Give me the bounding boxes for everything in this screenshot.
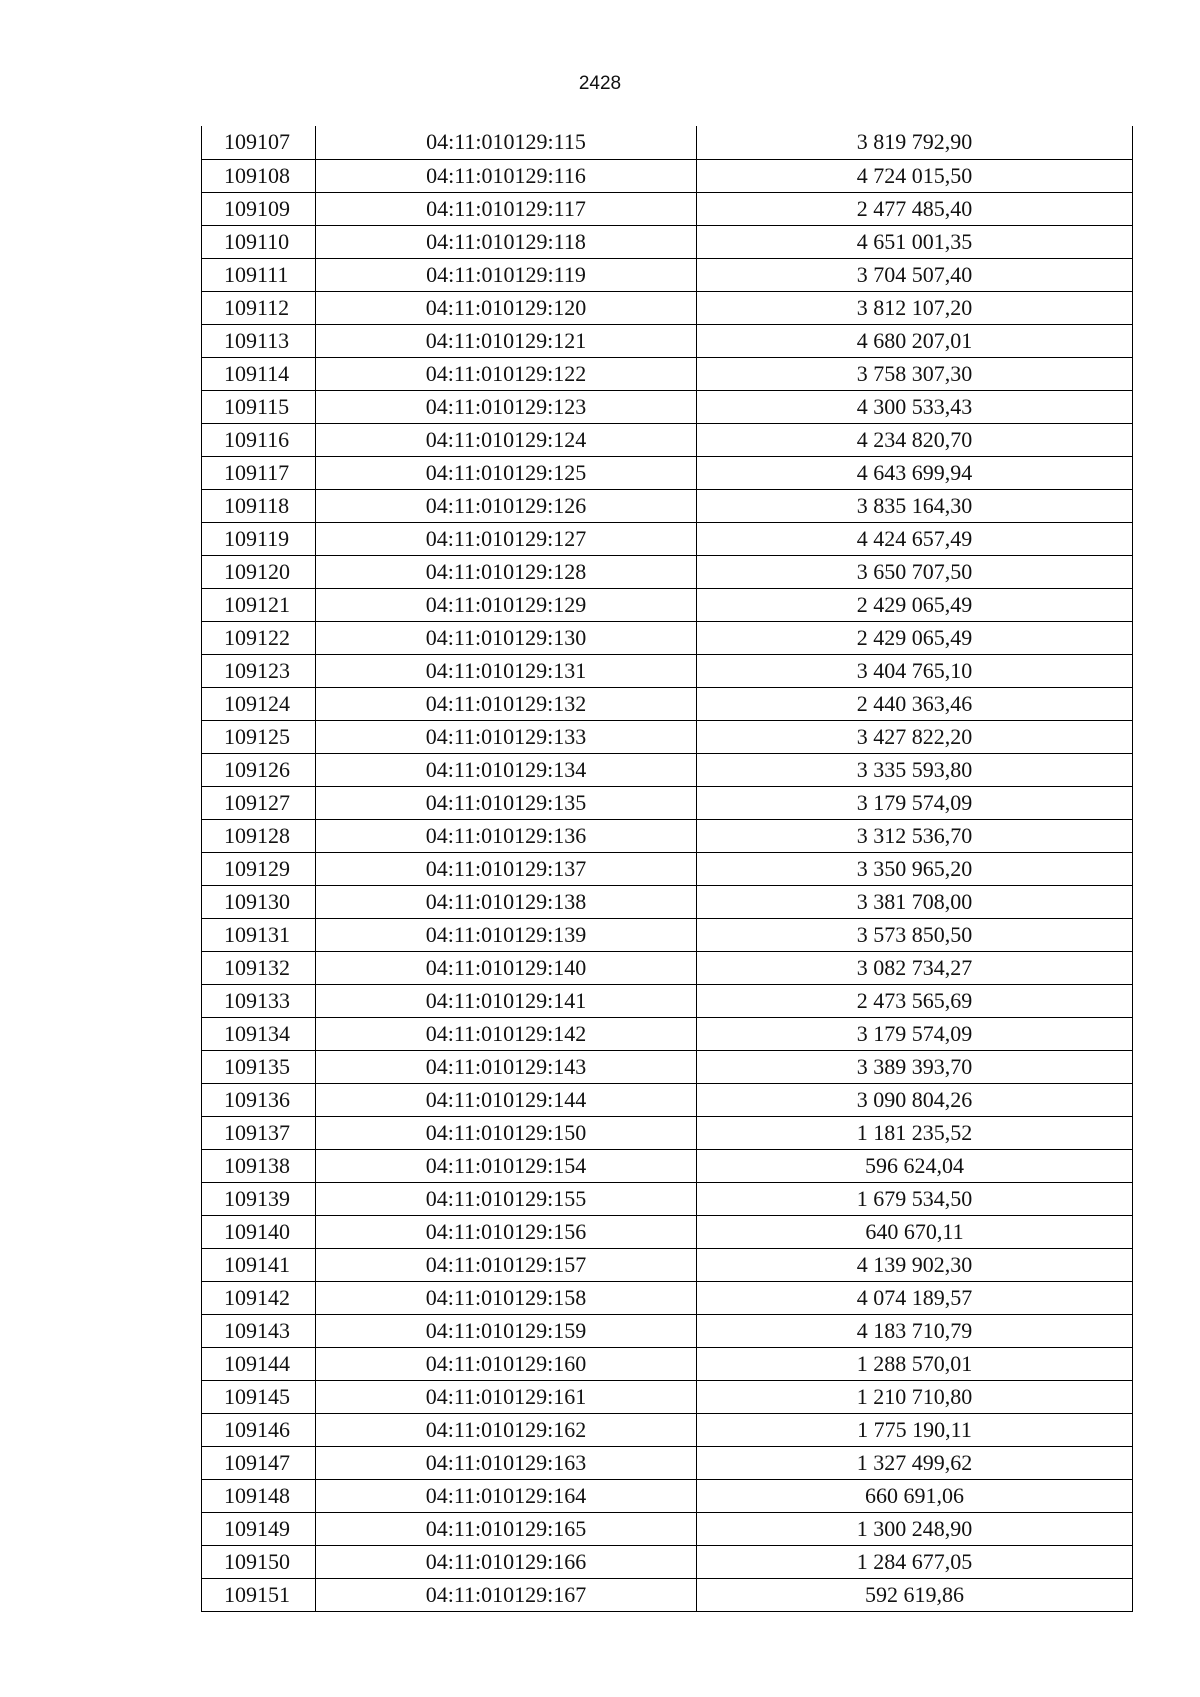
table-row bbox=[202, 951, 1133, 984]
table-row bbox=[202, 324, 1133, 357]
cadastral-number-cell: 04:11:010129:157 bbox=[316, 1248, 697, 1281]
table-row bbox=[202, 1281, 1133, 1314]
table-row bbox=[202, 423, 1133, 456]
table-row bbox=[202, 1116, 1133, 1149]
cadastral-number-cell: 04:11:010129:118 bbox=[316, 225, 697, 258]
cadastral-number-cell: 04:11:010129:133 bbox=[316, 720, 697, 753]
cadastral-number-cell: 04:11:010129:154 bbox=[316, 1149, 697, 1182]
row-number-cell: 109141 bbox=[202, 1248, 316, 1281]
cadastral-number-cell: 04:11:010129:158 bbox=[316, 1281, 697, 1314]
table-row bbox=[202, 753, 1133, 786]
cadastral-value-cell: 3 335 593,80 bbox=[697, 753, 1133, 786]
cadastral-number-cell: 04:11:010129:138 bbox=[316, 885, 697, 918]
cadastral-value-cell: 1 300 248,90 bbox=[697, 1512, 1133, 1545]
cadastral-value-cell: 3 704 507,40 bbox=[697, 258, 1133, 291]
table-row bbox=[202, 258, 1133, 291]
row-number-cell: 109112 bbox=[202, 291, 316, 324]
cadastral-number-cell: 04:11:010129:166 bbox=[316, 1545, 697, 1578]
cadastral-number-cell: 04:11:010129:140 bbox=[316, 951, 697, 984]
cadastral-number-cell: 04:11:010129:141 bbox=[316, 984, 697, 1017]
cadastral-number-cell: 04:11:010129:116 bbox=[316, 159, 697, 192]
table-row bbox=[202, 1413, 1133, 1446]
table-row bbox=[202, 1149, 1133, 1182]
cadastral-value-cell: 3 650 707,50 bbox=[697, 555, 1133, 588]
row-number-cell: 109122 bbox=[202, 621, 316, 654]
cadastral-value-cell: 3 179 574,09 bbox=[697, 786, 1133, 819]
row-number-cell: 109135 bbox=[202, 1050, 316, 1083]
row-number-cell: 109134 bbox=[202, 1017, 316, 1050]
row-number-cell: 109129 bbox=[202, 852, 316, 885]
cadastral-value-cell: 3 427 822,20 bbox=[697, 720, 1133, 753]
cadastral-number-cell: 04:11:010129:131 bbox=[316, 654, 697, 687]
table-body bbox=[202, 126, 1133, 1611]
cadastral-value-cell: 2 429 065,49 bbox=[697, 621, 1133, 654]
table-row bbox=[202, 1512, 1133, 1545]
table-row bbox=[202, 852, 1133, 885]
row-number-cell: 109139 bbox=[202, 1182, 316, 1215]
row-number-cell: 109111 bbox=[202, 258, 316, 291]
cadastral-value-cell: 4 139 902,30 bbox=[697, 1248, 1133, 1281]
row-number-cell: 109148 bbox=[202, 1479, 316, 1512]
cadastral-number-cell: 04:11:010129:122 bbox=[316, 357, 697, 390]
cadastral-value-cell: 660 691,06 bbox=[697, 1479, 1133, 1512]
cadastral-value-cell: 1 679 534,50 bbox=[697, 1182, 1133, 1215]
row-number-cell: 109133 bbox=[202, 984, 316, 1017]
row-number-cell: 109145 bbox=[202, 1380, 316, 1413]
table-row bbox=[202, 192, 1133, 225]
row-number-cell: 109125 bbox=[202, 720, 316, 753]
cadastral-number-cell: 04:11:010129:120 bbox=[316, 291, 697, 324]
table-row bbox=[202, 885, 1133, 918]
table-row bbox=[202, 225, 1133, 258]
cadastral-number-cell: 04:11:010129:161 bbox=[316, 1380, 697, 1413]
cadastral-value-cell: 3 389 393,70 bbox=[697, 1050, 1133, 1083]
cadastral-number-cell: 04:11:010129:126 bbox=[316, 489, 697, 522]
table-row bbox=[202, 555, 1133, 588]
cadastral-value-cell: 4 234 820,70 bbox=[697, 423, 1133, 456]
table-row bbox=[202, 291, 1133, 324]
table-row bbox=[202, 390, 1133, 423]
table-row bbox=[202, 588, 1133, 621]
cadastral-number-cell: 04:11:010129:139 bbox=[316, 918, 697, 951]
cadastral-value-cell: 1 181 235,52 bbox=[697, 1116, 1133, 1149]
table-row bbox=[202, 687, 1133, 720]
cadastral-number-cell: 04:11:010129:143 bbox=[316, 1050, 697, 1083]
cadastral-number-cell: 04:11:010129:136 bbox=[316, 819, 697, 852]
cadastral-number-cell: 04:11:010129:137 bbox=[316, 852, 697, 885]
cadastral-value-cell: 2 440 363,46 bbox=[697, 687, 1133, 720]
cadastral-value-cell: 4 074 189,57 bbox=[697, 1281, 1133, 1314]
cadastral-value-cell: 1 284 677,05 bbox=[697, 1545, 1133, 1578]
table-row bbox=[202, 1083, 1133, 1116]
row-number-cell: 109121 bbox=[202, 588, 316, 621]
table-row bbox=[202, 1215, 1133, 1248]
cadastral-value-cell: 3 819 792,90 bbox=[697, 126, 1133, 159]
table-row bbox=[202, 522, 1133, 555]
row-number-cell: 109151 bbox=[202, 1578, 316, 1611]
cadastral-value-cell: 3 350 965,20 bbox=[697, 852, 1133, 885]
table-row bbox=[202, 357, 1133, 390]
cadastral-number-cell: 04:11:010129:119 bbox=[316, 258, 697, 291]
table-row bbox=[202, 819, 1133, 852]
table-row bbox=[202, 1248, 1133, 1281]
row-number-cell: 109117 bbox=[202, 456, 316, 489]
cadastral-value-cell: 3 812 107,20 bbox=[697, 291, 1133, 324]
cadastral-number-cell: 04:11:010129:165 bbox=[316, 1512, 697, 1545]
cadastral-value-cell: 4 424 657,49 bbox=[697, 522, 1133, 555]
row-number-cell: 109137 bbox=[202, 1116, 316, 1149]
cadastral-number-cell: 04:11:010129:167 bbox=[316, 1578, 697, 1611]
cadastral-number-cell: 04:11:010129:134 bbox=[316, 753, 697, 786]
table-row bbox=[202, 456, 1133, 489]
cadastral-value-cell: 3 758 307,30 bbox=[697, 357, 1133, 390]
row-number-cell: 109128 bbox=[202, 819, 316, 852]
row-number-cell: 109123 bbox=[202, 654, 316, 687]
cadastral-value-cell: 3 404 765,10 bbox=[697, 654, 1133, 687]
row-number-cell: 109138 bbox=[202, 1149, 316, 1182]
row-number-cell: 109116 bbox=[202, 423, 316, 456]
cadastral-number-cell: 04:11:010129:160 bbox=[316, 1347, 697, 1380]
cadastral-value-cell: 596 624,04 bbox=[697, 1149, 1133, 1182]
table-row bbox=[202, 1017, 1133, 1050]
row-number-cell: 109124 bbox=[202, 687, 316, 720]
cadastral-value-cell: 2 473 565,69 bbox=[697, 984, 1133, 1017]
cadastral-value-cell: 4 680 207,01 bbox=[697, 324, 1133, 357]
row-number-cell: 109130 bbox=[202, 885, 316, 918]
cadastral-number-cell: 04:11:010129:115 bbox=[316, 126, 697, 159]
table-row bbox=[202, 126, 1133, 159]
cadastral-number-cell: 04:11:010129:132 bbox=[316, 687, 697, 720]
table-row bbox=[202, 654, 1133, 687]
row-number-cell: 109144 bbox=[202, 1347, 316, 1380]
row-number-cell: 109113 bbox=[202, 324, 316, 357]
cadastral-value-cell: 592 619,86 bbox=[697, 1578, 1133, 1611]
table-row bbox=[202, 1050, 1133, 1083]
table-row bbox=[202, 1578, 1133, 1611]
cadastral-value-cell: 640 670,11 bbox=[697, 1215, 1133, 1248]
cadastral-number-cell: 04:11:010129:164 bbox=[316, 1479, 697, 1512]
table-row bbox=[202, 1182, 1133, 1215]
table-row bbox=[202, 918, 1133, 951]
cadastral-value-cell: 3 082 734,27 bbox=[697, 951, 1133, 984]
row-number-cell: 109109 bbox=[202, 192, 316, 225]
row-number-cell: 109118 bbox=[202, 489, 316, 522]
cadastral-number-cell: 04:11:010129:121 bbox=[316, 324, 697, 357]
cadastral-number-cell: 04:11:010129:144 bbox=[316, 1083, 697, 1116]
cadastral-value-cell: 3 835 164,30 bbox=[697, 489, 1133, 522]
cadastral-number-cell: 04:11:010129:142 bbox=[316, 1017, 697, 1050]
cadastral-value-cell: 4 183 710,79 bbox=[697, 1314, 1133, 1347]
row-number-cell: 109108 bbox=[202, 159, 316, 192]
table-row bbox=[202, 159, 1133, 192]
cadastral-value-cell: 4 300 533,43 bbox=[697, 390, 1133, 423]
row-number-cell: 109110 bbox=[202, 225, 316, 258]
page-number: 2428 bbox=[578, 73, 622, 94]
cadastral-value-cell: 3 312 536,70 bbox=[697, 819, 1133, 852]
row-number-cell: 109107 bbox=[202, 126, 316, 159]
row-number-cell: 109127 bbox=[202, 786, 316, 819]
cadastral-number-cell: 04:11:010129:150 bbox=[316, 1116, 697, 1149]
cadastral-number-cell: 04:11:010129:124 bbox=[316, 423, 697, 456]
row-number-cell: 109114 bbox=[202, 357, 316, 390]
cadastral-value-table bbox=[201, 126, 1133, 1612]
table-row bbox=[202, 984, 1133, 1017]
table-row bbox=[202, 720, 1133, 753]
row-number-cell: 109136 bbox=[202, 1083, 316, 1116]
cadastral-number-cell: 04:11:010129:127 bbox=[316, 522, 697, 555]
cadastral-number-cell: 04:11:010129:135 bbox=[316, 786, 697, 819]
cadastral-number-cell: 04:11:010129:162 bbox=[316, 1413, 697, 1446]
row-number-cell: 109115 bbox=[202, 390, 316, 423]
row-number-cell: 109126 bbox=[202, 753, 316, 786]
cadastral-number-cell: 04:11:010129:130 bbox=[316, 621, 697, 654]
cadastral-value-cell: 1 327 499,62 bbox=[697, 1446, 1133, 1479]
cadastral-value-cell: 4 643 699,94 bbox=[697, 456, 1133, 489]
cadastral-value-cell: 4 651 001,35 bbox=[697, 225, 1133, 258]
cadastral-number-cell: 04:11:010129:156 bbox=[316, 1215, 697, 1248]
cadastral-value-cell: 3 090 804,26 bbox=[697, 1083, 1133, 1116]
cadastral-value-cell: 4 724 015,50 bbox=[697, 159, 1133, 192]
cadastral-value-cell: 1 210 710,80 bbox=[697, 1380, 1133, 1413]
row-number-cell: 109140 bbox=[202, 1215, 316, 1248]
cadastral-number-cell: 04:11:010129:125 bbox=[316, 456, 697, 489]
cadastral-value-cell: 1 288 570,01 bbox=[697, 1347, 1133, 1380]
table-row bbox=[202, 621, 1133, 654]
cadastral-number-cell: 04:11:010129:123 bbox=[316, 390, 697, 423]
row-number-cell: 109142 bbox=[202, 1281, 316, 1314]
row-number-cell: 109149 bbox=[202, 1512, 316, 1545]
cadastral-value-cell: 3 179 574,09 bbox=[697, 1017, 1133, 1050]
cadastral-value-cell: 2 477 485,40 bbox=[697, 192, 1133, 225]
cadastral-number-cell: 04:11:010129:128 bbox=[316, 555, 697, 588]
row-number-cell: 109120 bbox=[202, 555, 316, 588]
row-number-cell: 109119 bbox=[202, 522, 316, 555]
cadastral-value-cell: 2 429 065,49 bbox=[697, 588, 1133, 621]
row-number-cell: 109150 bbox=[202, 1545, 316, 1578]
row-number-cell: 109131 bbox=[202, 918, 316, 951]
cadastral-number-cell: 04:11:010129:117 bbox=[316, 192, 697, 225]
table-row bbox=[202, 1545, 1133, 1578]
cadastral-number-cell: 04:11:010129:155 bbox=[316, 1182, 697, 1215]
cadastral-value-cell: 3 573 850,50 bbox=[697, 918, 1133, 951]
table-row bbox=[202, 1380, 1133, 1413]
table-row bbox=[202, 1479, 1133, 1512]
table-row bbox=[202, 1347, 1133, 1380]
table-row bbox=[202, 489, 1133, 522]
row-number-cell: 109143 bbox=[202, 1314, 316, 1347]
cadastral-number-cell: 04:11:010129:159 bbox=[316, 1314, 697, 1347]
table-row bbox=[202, 786, 1133, 819]
cadastral-number-cell: 04:11:010129:163 bbox=[316, 1446, 697, 1479]
cadastral-number-cell: 04:11:010129:129 bbox=[316, 588, 697, 621]
table-row bbox=[202, 1314, 1133, 1347]
cadastral-value-cell: 3 381 708,00 bbox=[697, 885, 1133, 918]
row-number-cell: 109132 bbox=[202, 951, 316, 984]
row-number-cell: 109146 bbox=[202, 1413, 316, 1446]
table-row bbox=[202, 1446, 1133, 1479]
cadastral-value-cell: 1 775 190,11 bbox=[697, 1413, 1133, 1446]
row-number-cell: 109147 bbox=[202, 1446, 316, 1479]
